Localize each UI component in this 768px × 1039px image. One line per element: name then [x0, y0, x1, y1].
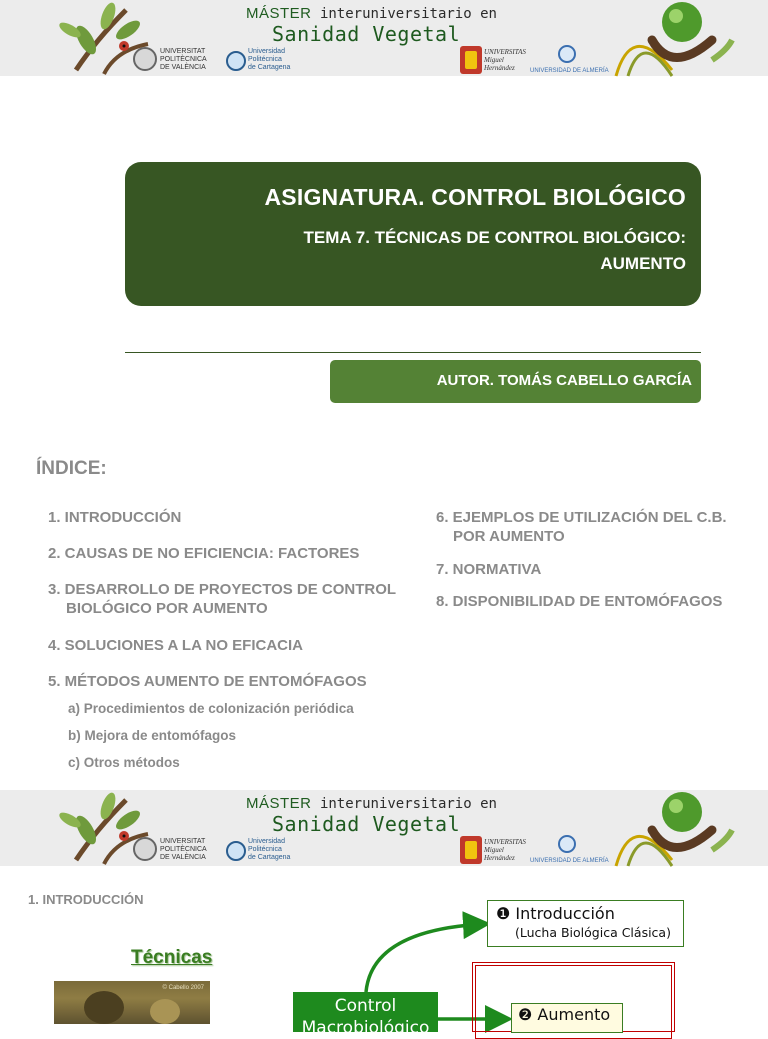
banner-program-name: Sanidad Vegetal [272, 22, 461, 46]
course-title: ASIGNATURA. CONTROL BIOLÓGICO [264, 184, 686, 210]
index-subitem: c) Otros métodos [68, 755, 180, 770]
introduction-box: ❶ Introducción (Lucha Biológica Clásica) [487, 900, 684, 947]
index-item-continued: BIOLÓGICO POR AUMENTO [66, 600, 268, 617]
ual-label: UNIVERSIDAD DE ALMERÍA [530, 858, 609, 864]
author-box: AUTOR. TOMÁS CABELLO GARCÍA [330, 360, 701, 403]
index-item: 5. MÉTODOS AUMENTO DE ENTOMÓFAGOS [48, 673, 367, 690]
ual-seal-icon [558, 835, 576, 853]
index-column-left [48, 508, 428, 778]
index-heading: ÍNDICE: [36, 458, 107, 479]
upv-seal-icon [133, 47, 157, 71]
banner-master-line: MÁSTER interuniversitario en [246, 795, 497, 812]
upv-label: UNIVERSITAT POLITÈCNICA DE VALÈNCIA [160, 48, 207, 71]
index-item: 3. DESARROLLO DE PROYECTOS DE CONTROL [48, 581, 397, 598]
index-item: 1. INTRODUCCIÓN [48, 509, 182, 526]
tecnicas-heading: Técnicas [131, 947, 213, 968]
banner-program-name: Sanidad Vegetal [272, 812, 461, 836]
index-item: 8. DISPONIBILIDAD DE ENTOMÓFAGOS [436, 593, 723, 610]
index-item: 2. CAUSAS DE NO EFICIENCIA: FACTORES [48, 545, 360, 562]
control-macrobiologico-box: Control Macrobiológico [293, 992, 438, 1032]
ual-seal-icon [558, 45, 576, 63]
banner-master-line: MÁSTER interuniversitario en [246, 5, 497, 22]
header-banner [0, 0, 768, 76]
index-item: 4. SOLUCIONES A LA NO EFICACIA [48, 637, 304, 654]
umh-seal-icon [460, 46, 482, 74]
insect-photo [54, 981, 210, 1024]
upct-label: Universidad Politécnica de Cartagena [248, 838, 291, 861]
upv-label: UNIVERSITAT POLITÈCNICA DE VALÈNCIA [160, 838, 207, 861]
umh-label: UNIVERSITAS Miguel Hernández [484, 48, 526, 72]
index-item-continued: POR AUMENTO [453, 528, 565, 545]
globe-hands-logo-icon [612, 790, 732, 866]
aumento-box: ❷ Aumento [511, 1003, 623, 1033]
index-item: 6. EJEMPLOS DE UTILIZACIÓN DEL C.B. [436, 509, 727, 526]
globe-hands-logo-icon [612, 0, 732, 76]
index-item: 7. NORMATIVA [436, 561, 542, 578]
topic-title: TEMA 7. TÉCNICAS DE CONTROL BIOLÓGICO: AUMENTO [303, 228, 686, 273]
index-subitem: a) Procedimientos de colonización periódica [68, 701, 354, 716]
upct-seal-icon [226, 841, 246, 861]
divider [125, 352, 701, 353]
ual-label: UNIVERSIDAD DE ALMERÍA [530, 68, 609, 74]
upv-seal-icon [133, 837, 157, 861]
title-box [125, 162, 701, 306]
upct-label: Universidad Politécnica de Cartagena [248, 48, 291, 71]
index-subitem: b) Mejora de entomófagos [68, 728, 237, 743]
photo-credit: © Cabello 2007 [162, 985, 204, 991]
upct-seal-icon [226, 51, 246, 71]
umh-label: UNIVERSITAS Miguel Hernández [484, 838, 526, 862]
section-heading: 1. INTRODUCCIÓN [28, 892, 144, 907]
header-banner [0, 790, 768, 866]
umh-seal-icon [460, 836, 482, 864]
index-column-right [436, 508, 766, 618]
